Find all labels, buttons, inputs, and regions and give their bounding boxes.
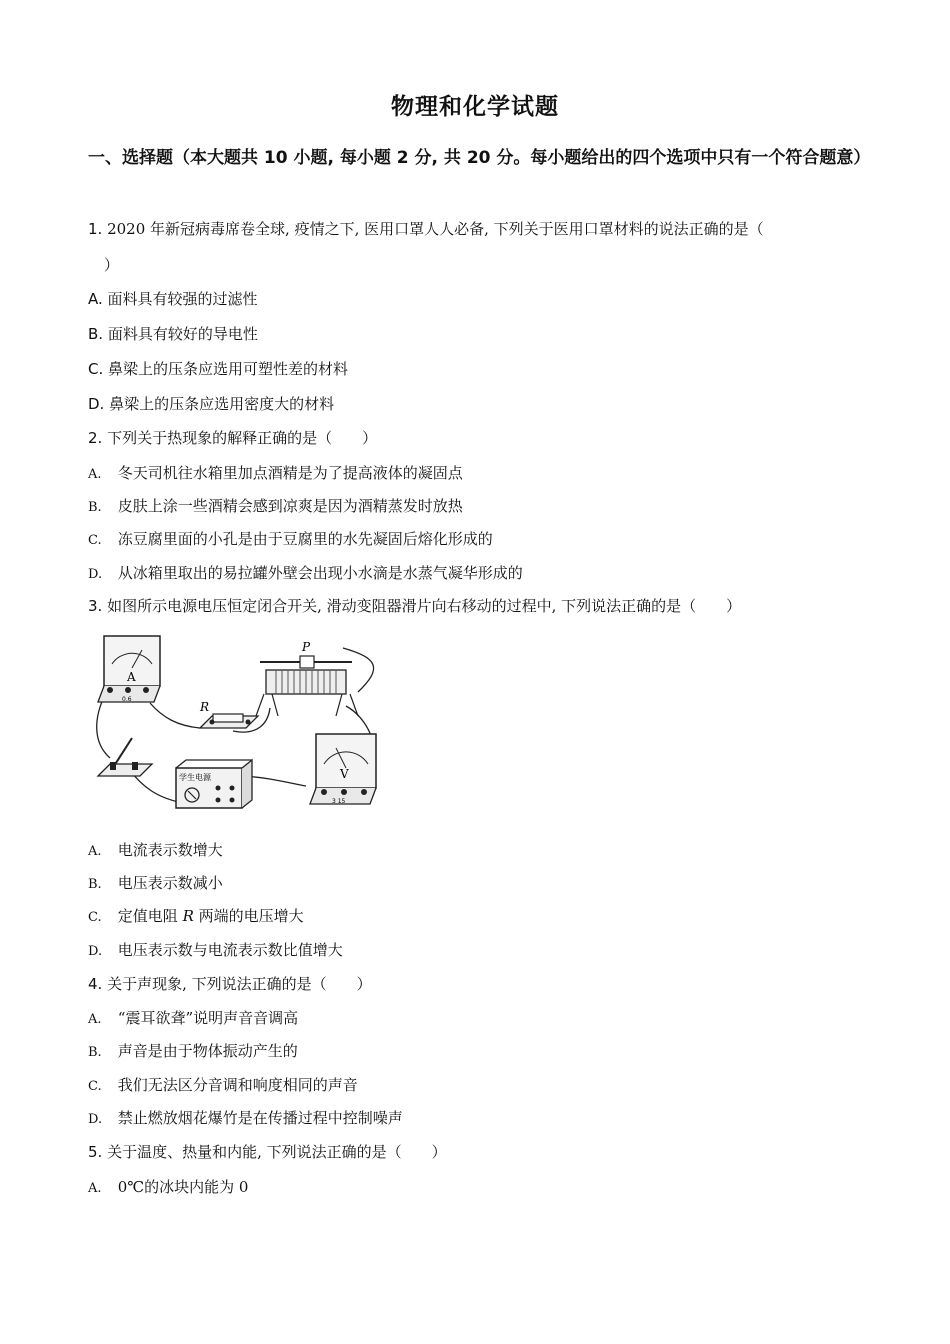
question-1-stem-cont: ） — [104, 256, 120, 274]
q1-option-d — [88, 393, 334, 414]
option-text: 面料具有较好的导电性 — [107, 325, 258, 343]
option-label: A. — [88, 290, 103, 308]
option-label: C. — [88, 533, 102, 548]
circuit-diagram — [88, 628, 388, 818]
option-label: B. — [88, 325, 104, 343]
option-label: C. — [88, 360, 104, 378]
option-label: D. — [88, 1112, 103, 1127]
variable-r: R — [182, 907, 194, 925]
option-text: 冻豆腐里面的小孔是由于豆腐里的水先凝固后熔化形成的 — [117, 530, 493, 548]
question-number: 5. — [88, 1143, 103, 1161]
q1-option-a — [88, 288, 258, 309]
option-text: 从冰箱里取出的易拉罐外壁会出现小水滴是水蒸气凝华形成的 — [117, 564, 523, 582]
option-text: 鼻梁上的压条应选用可塑性差的材料 — [108, 360, 349, 378]
q1-option-b — [88, 323, 258, 344]
q3-option-c — [88, 905, 304, 926]
voltmeter-terminal-label: 3 15 — [332, 798, 346, 805]
option-text: 皮肤上涂一些酒精会感到凉爽是因为酒精蒸发时放热 — [117, 497, 463, 515]
ammeter-icon — [98, 636, 160, 702]
question-text: 关于声现象, 下列说法正确的是（ ） — [107, 975, 372, 993]
question-text: 2020 年新冠病毒席卷全球, 疫情之下, 医用口罩人人必备, 下列关于医用口罩材料的说法正确的是（ — [107, 220, 764, 238]
rheostat-slider-label: P — [302, 640, 311, 654]
option-text: 0℃的冰块内能为 0 — [117, 1178, 249, 1196]
q2-option-c — [88, 528, 493, 549]
option-text: 声音是由于物体振动产生的 — [117, 1042, 298, 1060]
option-text: 鼻梁上的压条应选用密度大的材料 — [109, 395, 335, 413]
question-1-stem — [88, 218, 764, 239]
question-number: 2. — [88, 429, 103, 447]
q4-option-d — [88, 1107, 403, 1128]
question-number: 3. — [88, 597, 103, 615]
question-number: 4. — [88, 975, 103, 993]
resistor-label: R — [200, 700, 210, 714]
voltmeter-label: V — [340, 767, 349, 781]
option-text-post: 两端的电压增大 — [193, 907, 304, 925]
rheostat-icon — [256, 656, 358, 716]
question-text: 下列关于热现象的解释正确的是（ ） — [107, 429, 378, 447]
q3-option-b — [88, 872, 223, 893]
option-text: “震耳欲聋”说明声音音调高 — [117, 1009, 299, 1027]
option-text-pre: 定值电阻 — [117, 907, 183, 925]
ammeter-label: A — [127, 670, 136, 684]
resistor-icon — [200, 714, 258, 728]
option-label: D. — [88, 395, 105, 413]
option-label: B. — [88, 877, 102, 892]
option-label: D. — [88, 567, 103, 582]
option-text: 禁止燃放烟花爆竹是在传播过程中控制噪声 — [117, 1109, 403, 1127]
power-supply-icon — [176, 760, 252, 808]
q3-option-a — [88, 839, 223, 860]
ammeter-terminal-label: 0.6 — [122, 696, 132, 703]
question-text: 如图所示电源电压恒定闭合开关, 滑动变阻器滑片向右移动的过程中, 下列说法正确的是（ ） — [107, 597, 742, 615]
q4-option-a — [88, 1007, 298, 1028]
question-5-stem — [88, 1141, 447, 1162]
switch-icon — [98, 738, 152, 776]
q2-option-d — [88, 562, 523, 583]
question-3-stem — [88, 595, 741, 616]
option-text: 冬天司机往水箱里加点酒精是为了提高液体的凝固点 — [117, 464, 463, 482]
option-label: A. — [88, 844, 102, 859]
power-supply-label: 学生电源 — [179, 773, 211, 782]
question-2-stem — [88, 427, 377, 448]
option-text: 我们无法区分音调和响度相同的声音 — [117, 1076, 358, 1094]
q4-option-b — [88, 1040, 298, 1061]
q3-option-d — [88, 939, 343, 960]
option-text: 电压表示数减小 — [117, 874, 223, 892]
q5-option-a — [88, 1176, 248, 1197]
section-heading: 一、选择题（本大题共 10 小题, 每小题 2 分, 共 20 分。每小题给出的四个选项中只有一个符合题意） — [88, 148, 871, 168]
option-text: 电流表示数增大 — [117, 841, 223, 859]
q2-option-b — [88, 495, 463, 516]
option-label: C. — [88, 1079, 102, 1094]
option-label: B. — [88, 500, 102, 515]
option-label: A. — [88, 467, 102, 482]
q1-option-c — [88, 358, 348, 379]
option-label: C. — [88, 910, 102, 925]
option-label: A. — [88, 1181, 102, 1196]
option-label: A. — [88, 1012, 102, 1027]
option-text: 电压表示数与电流表示数比值增大 — [117, 941, 343, 959]
question-text: 关于温度、热量和内能, 下列说法正确的是（ ） — [107, 1143, 447, 1161]
option-label: B. — [88, 1045, 102, 1060]
q2-option-a — [88, 462, 463, 483]
q4-option-c — [88, 1074, 358, 1095]
question-4-stem — [88, 973, 372, 994]
option-text: 面料具有较强的过滤性 — [107, 290, 258, 308]
option-label: D. — [88, 944, 103, 959]
question-number: 1. — [88, 220, 103, 238]
page-title: 物理和化学试题 — [391, 94, 559, 120]
